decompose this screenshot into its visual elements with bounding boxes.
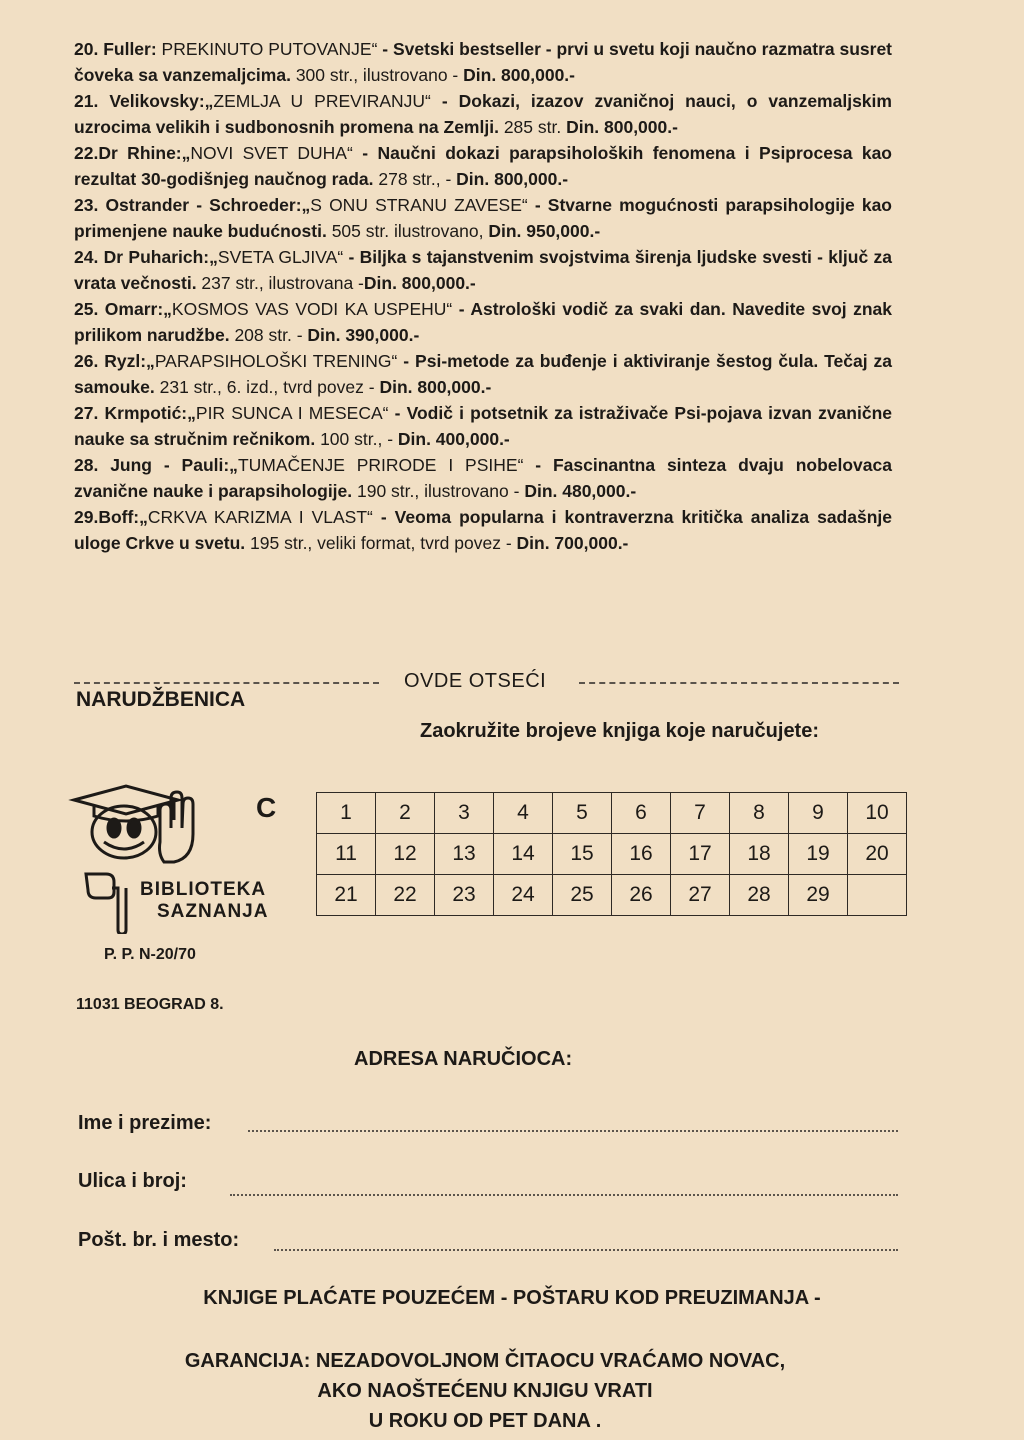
book-author: 24. Dr Puharich:„: [74, 247, 218, 267]
book-entry: [74, 244, 892, 296]
book-details: 285 str.: [503, 117, 567, 137]
book-number-cell[interactable]: 29: [789, 875, 848, 916]
book-details: 231 str., 6. izd., tvrd povez -: [159, 377, 380, 397]
book-title: NOVI SVET DUHA“: [190, 143, 353, 163]
order-form-title: NARUDŽBENICA: [76, 688, 246, 711]
book-author: 23. Ostrander - Schroeder:„: [74, 195, 311, 215]
book-details: 300 str., ilustrovano -: [295, 65, 464, 85]
book-number-cell[interactable]: 5: [553, 793, 612, 834]
book-number-cell[interactable]: 21: [317, 875, 376, 916]
book-author: 21. Velikovsky:„: [74, 91, 214, 111]
grid-row: [317, 875, 907, 916]
book-details: 278 str., -: [378, 169, 457, 189]
book-number-cell[interactable]: 16: [612, 834, 671, 875]
book-details: 190 str., ilustrovano -: [357, 481, 525, 501]
book-author: 22.Dr Rhine:„: [74, 143, 191, 163]
book-number-cell[interactable]: 18: [730, 834, 789, 875]
book-description: - Fascinantna sinteza dvaju nobelovaca zvanične nauke i parapsihologije.: [74, 455, 892, 501]
book-number-cell[interactable]: 3: [435, 793, 494, 834]
book-title: PIR SUNCA I MESECA“: [195, 403, 389, 423]
book-number-cell[interactable]: 12: [376, 834, 435, 875]
circle-numbers-instruction: Zaokružite brojeve knjiga koje naručujete:: [420, 720, 820, 742]
book-number-cell[interactable]: 2: [376, 793, 435, 834]
cut-line-dash-left: [74, 682, 379, 684]
book-price: Din. 800,000.-: [379, 377, 492, 397]
book-author: 27. Krmpotić:„: [74, 403, 196, 423]
book-entry: [74, 140, 892, 192]
payment-note: KNJIGE PLAĆATE POUZEĆEM - POŠTARU KOD PREUZIMANJA -: [203, 1287, 821, 1309]
book-entry: [74, 36, 892, 88]
book-number-cell[interactable]: [848, 875, 907, 916]
street-label: Ulica i broj:: [78, 1170, 187, 1192]
book-details: 195 str., veliki format, tvrd povez -: [250, 533, 517, 553]
book-number-cell[interactable]: 22: [376, 875, 435, 916]
book-number-grid: [316, 792, 907, 916]
street-field[interactable]: [230, 1194, 898, 1196]
book-description: - Biljka s tajanstvenim svojstvima širenja ljudske svesti - ključ za vrata večnosti.: [74, 247, 892, 293]
book-price: Din. 480,000.-: [524, 481, 637, 501]
publisher-name-line1: BIBLIOTEKA: [140, 879, 267, 900]
grid-row: [317, 834, 907, 875]
book-number-cell[interactable]: 9: [789, 793, 848, 834]
book-entry: [74, 504, 892, 556]
book-number-cell[interactable]: 25: [553, 875, 612, 916]
guarantee-line2: AKO NAOŠTEĆENU KNJIGU VRATI: [317, 1380, 653, 1402]
book-number-cell[interactable]: 8: [730, 793, 789, 834]
book-details: 237 str., ilustrovana -: [201, 273, 364, 293]
book-entry: [74, 88, 892, 140]
book-number-cell[interactable]: 13: [435, 834, 494, 875]
book-description: - Stvarne mogućnosti parapsihologije kao primenjene nauke budućnosti.: [74, 195, 892, 241]
book-entry: [74, 452, 892, 504]
book-title: S ONU STRANU ZAVESE“: [310, 195, 528, 215]
book-price: Din. 800,000.-: [566, 117, 678, 137]
book-entry: [74, 348, 892, 400]
book-author: 28. Jung - Pauli:„: [74, 455, 238, 475]
book-number-cell[interactable]: 27: [671, 875, 730, 916]
book-description: - Naučni dokazi parapsiholoških fenomena i Psiprocesa kao rezultat 30-godišnjeg naučnog rada.: [74, 143, 892, 189]
book-number-cell[interactable]: 24: [494, 875, 553, 916]
book-author: 26. Ryzl:„: [74, 351, 155, 371]
cut-line-dash-right: [579, 682, 899, 684]
book-entry: [74, 296, 892, 348]
address-title: ADRESA NARUČIOCA:: [354, 1048, 573, 1070]
book-title: ZEMLJA U PREVIRANJU“: [213, 91, 431, 111]
book-title: TUMAČENJE PRIRODE I PSIHE“: [237, 455, 524, 475]
book-number-cell[interactable]: 10: [848, 793, 907, 834]
book-price: Din. 950,000.-: [488, 221, 601, 241]
book-price: Din. 700,000.-: [516, 533, 629, 553]
book-number-cell[interactable]: 11: [317, 834, 376, 875]
book-number-cell[interactable]: 17: [671, 834, 730, 875]
book-number-cell[interactable]: 20: [848, 834, 907, 875]
publisher-city: 11031 BEOGRAD 8.: [76, 996, 224, 1013]
book-description: - Svetski bestseller - prvi u svetu koji naučno razmatra susret čoveka sa vanzemaljcima.: [74, 39, 893, 85]
book-number-cell[interactable]: 28: [730, 875, 789, 916]
book-number-cell[interactable]: 15: [553, 834, 612, 875]
book-number-cell[interactable]: 14: [494, 834, 553, 875]
cut-here-label: OVDE OTSEĆI: [404, 670, 547, 692]
book-number-cell[interactable]: 6: [612, 793, 671, 834]
book-price: Din. 800,000.-: [463, 65, 575, 85]
book-title: PREKINUTO PUTOVANJE“: [161, 39, 378, 59]
book-author: 29.Boff:„: [74, 507, 148, 527]
guarantee-line1: GARANCIJA: NEZADOVOLJNOM ČITAOCU VRAĆAMO NOVAC,: [184, 1350, 786, 1372]
book-description: - Dokazi, izazov zvaničnoj nauci, o vanzemaljskim uzrocima velikih i sudbonosnih promena na Zemlji.: [74, 91, 892, 137]
book-entry: [74, 400, 892, 452]
book-number-cell[interactable]: 1: [317, 793, 376, 834]
postal-city-field[interactable]: [274, 1249, 898, 1251]
book-title: CRKVA KARIZMA I VLAST“: [147, 507, 373, 527]
book-title: KOSMOS VAS VODI KA USPEHU“: [171, 299, 453, 319]
book-number-cell[interactable]: 4: [494, 793, 553, 834]
po-box: P. P. N-20/70: [104, 946, 196, 963]
book-price: Din. 400,000.-: [397, 429, 510, 449]
book-details: 100 str., -: [320, 429, 398, 449]
publisher-name-line2: SAZNANJA: [157, 901, 269, 922]
book-price: Din. 390,000.-: [307, 325, 420, 345]
guarantee-line3: U ROKU OD PET DANA .: [368, 1410, 602, 1432]
book-price: Din. 800,000.-: [456, 169, 569, 189]
name-label: Ime i prezime:: [78, 1112, 212, 1134]
series-letter: C: [256, 792, 277, 823]
grid-row: [317, 793, 907, 834]
book-title: SVETA GLJIVA“: [217, 247, 344, 267]
book-number-cell[interactable]: 19: [789, 834, 848, 875]
book-description: - Vodič i potsetnik za istraživače Psi-pojava izvan zvanične nauke sa stručnim rečnikom.: [74, 403, 892, 449]
name-field[interactable]: [248, 1130, 898, 1132]
book-list: [74, 36, 892, 556]
book-author: 25. Omarr:„: [74, 299, 172, 319]
book-price: Din. 800,000.-: [363, 273, 476, 293]
book-title: PARAPSIHOLOŠKI TRENING“: [154, 351, 398, 371]
book-author: 20. Fuller:: [74, 39, 162, 59]
book-number-cell[interactable]: 23: [435, 875, 494, 916]
book-details: 208 str. -: [234, 325, 308, 345]
book-number-cell[interactable]: 26: [612, 875, 671, 916]
book-description: - Psi-metode za buđenje i aktiviranje šestog čula. Tečaj za samouke.: [74, 351, 892, 397]
guarantee-block: [0, 1346, 970, 1436]
book-entry: [74, 192, 892, 244]
book-description: - Veoma popularna i kontraverzna kritička analiza sadašnje uloge Crkve u svetu.: [74, 507, 892, 553]
book-details: 505 str. ilustrovano,: [331, 221, 489, 241]
book-number-cell[interactable]: 7: [671, 793, 730, 834]
postal-label: Pošt. br. i mesto:: [78, 1229, 240, 1251]
book-description: - Astrološki vodič za svaki dan. Navedite svoj znak prilikom narudžbe.: [74, 299, 892, 345]
